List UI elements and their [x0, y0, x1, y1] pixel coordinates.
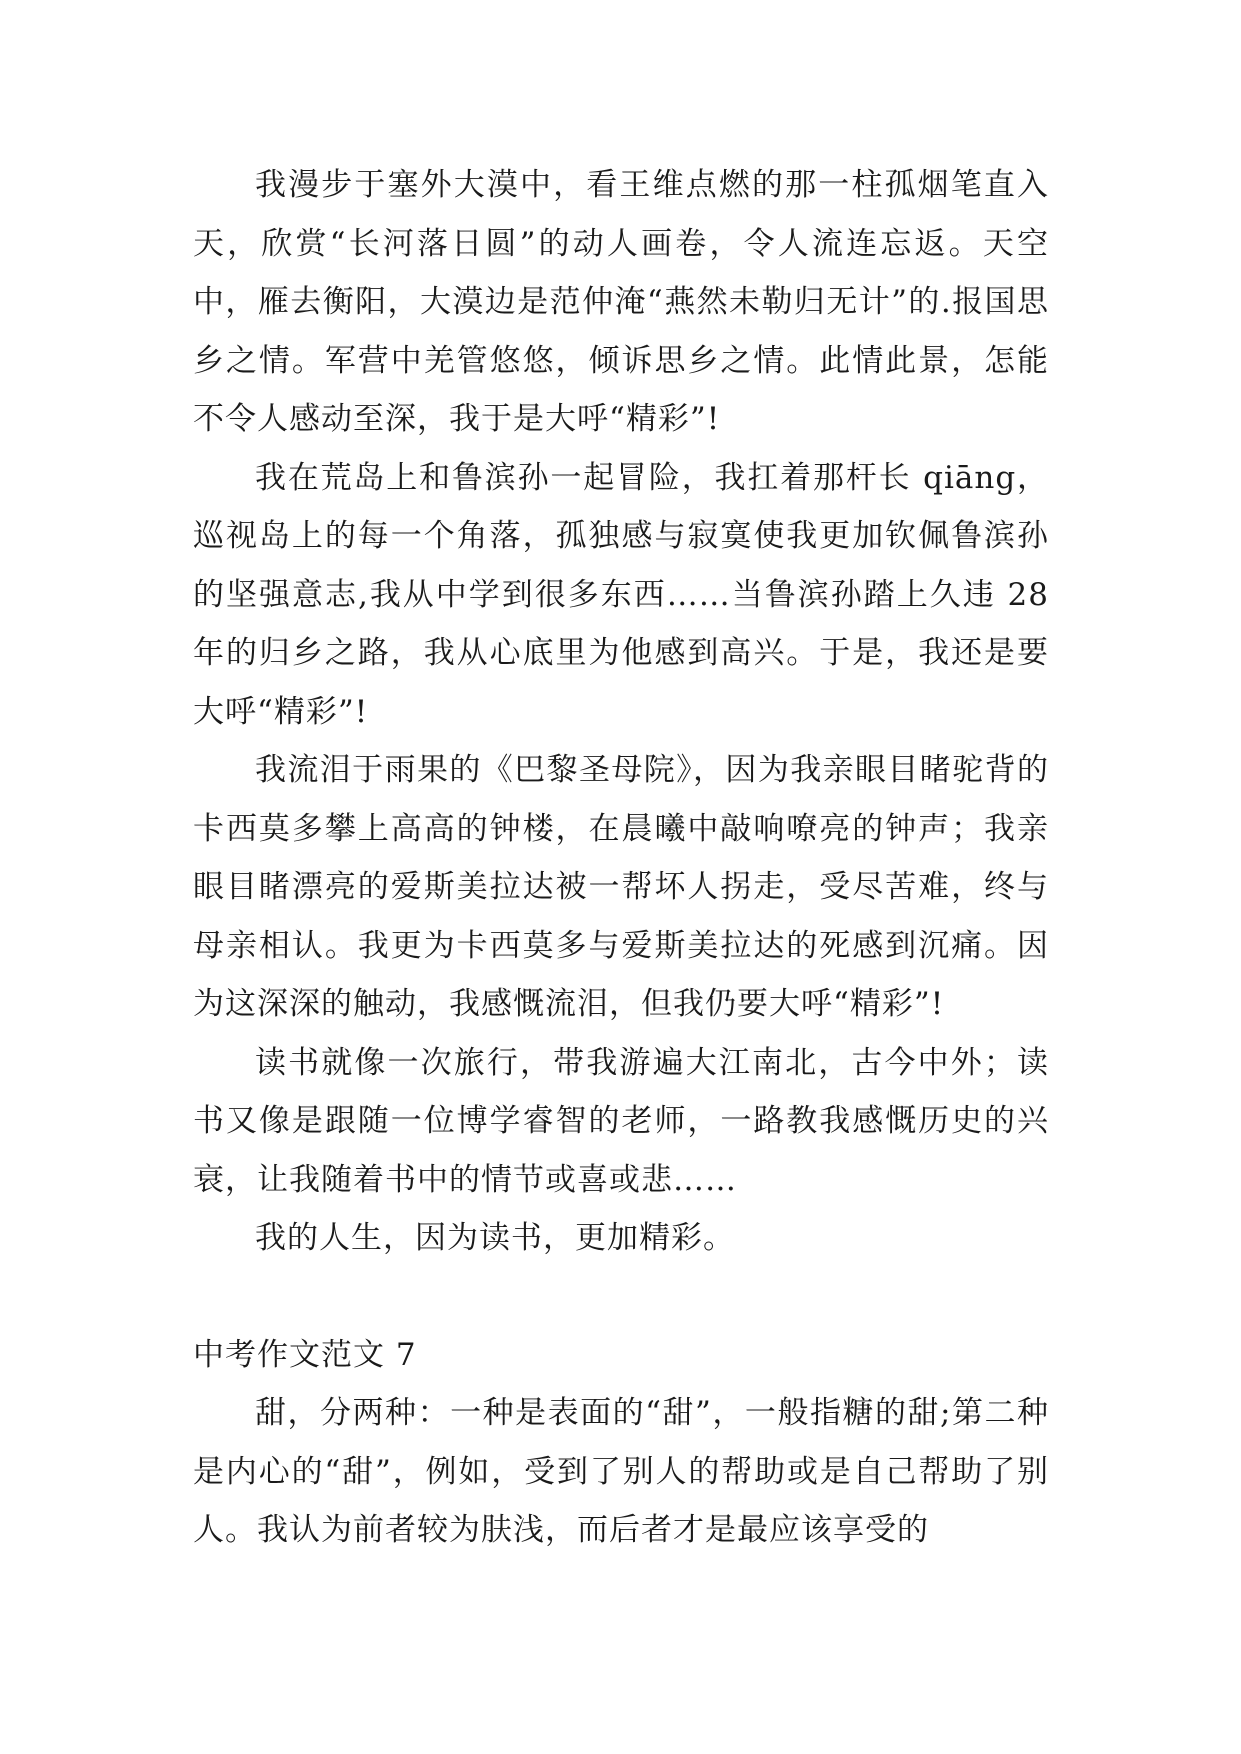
- paragraph-desert: 我漫步于塞外大漠中，看王维点燃的那一柱孤烟笔直入天，欣赏“长河落日圆”的动人画卷，令人流连忘返。天空中，雁去衡阳，大漠边是范仲淹“燕然未勒归无计”的.报国思乡之情。军营中羌管悠悠，倾诉思乡之情。此情此景，怎能不令人感动至深，我于是大呼“精彩”!: [193, 167, 1049, 437]
- paragraph-conclusion: 我的人生，因为读书，更加精彩。: [255, 1220, 735, 1256]
- paragraph-notre-dame: 我流泪于雨果的《巴黎圣母院》，因为我亲眼目睹驼背的卡西莫多攀上高高的钟楼，在晨曦中敲响嘹亮的钟声；我亲眼目睹漂亮的爱斯美拉达被一帮坏人拐走，受尽苦难，终与母亲相认。我更为卡西莫多与爱斯美拉达的死感到沉痛。因为这深深的触动，我感慨流泪，但我仍要大呼“精彩”!: [193, 752, 1049, 1022]
- section-heading: 中考作文范文 7: [193, 1336, 417, 1373]
- paragraph-sweetness: 甜，分两种：一种是表面的“甜”，一般指糖的甜;第二种是内心的“甜”，例如，受到了别人的帮助或是自己帮助了别人。我认为前者较为肤浅，而后者才是最应该享受的: [193, 1395, 1049, 1548]
- paragraph-robinson: 我在荒岛上和鲁滨孙一起冒险，我扛着那杆长 qiāng，巡视岛上的每一个角落，孤独感与寂寞使我更加钦佩鲁滨孙的坚强意志,我从中学到很多东西……当鲁滨孙踏上久违 28 年的归乡之路，我从心底里为他感到高兴。于是，我还是要大呼“精彩”!: [193, 459, 1049, 730]
- document-body: [193, 156, 1049, 1560]
- paragraph-reading-journey: 读书就像一次旅行，带我游遍大江南北，古今中外；读书又像是跟随一位博学睿智的老师，一路教我感慨历史的兴衰，让我随着书中的情节或喜或悲……: [193, 1044, 1049, 1198]
